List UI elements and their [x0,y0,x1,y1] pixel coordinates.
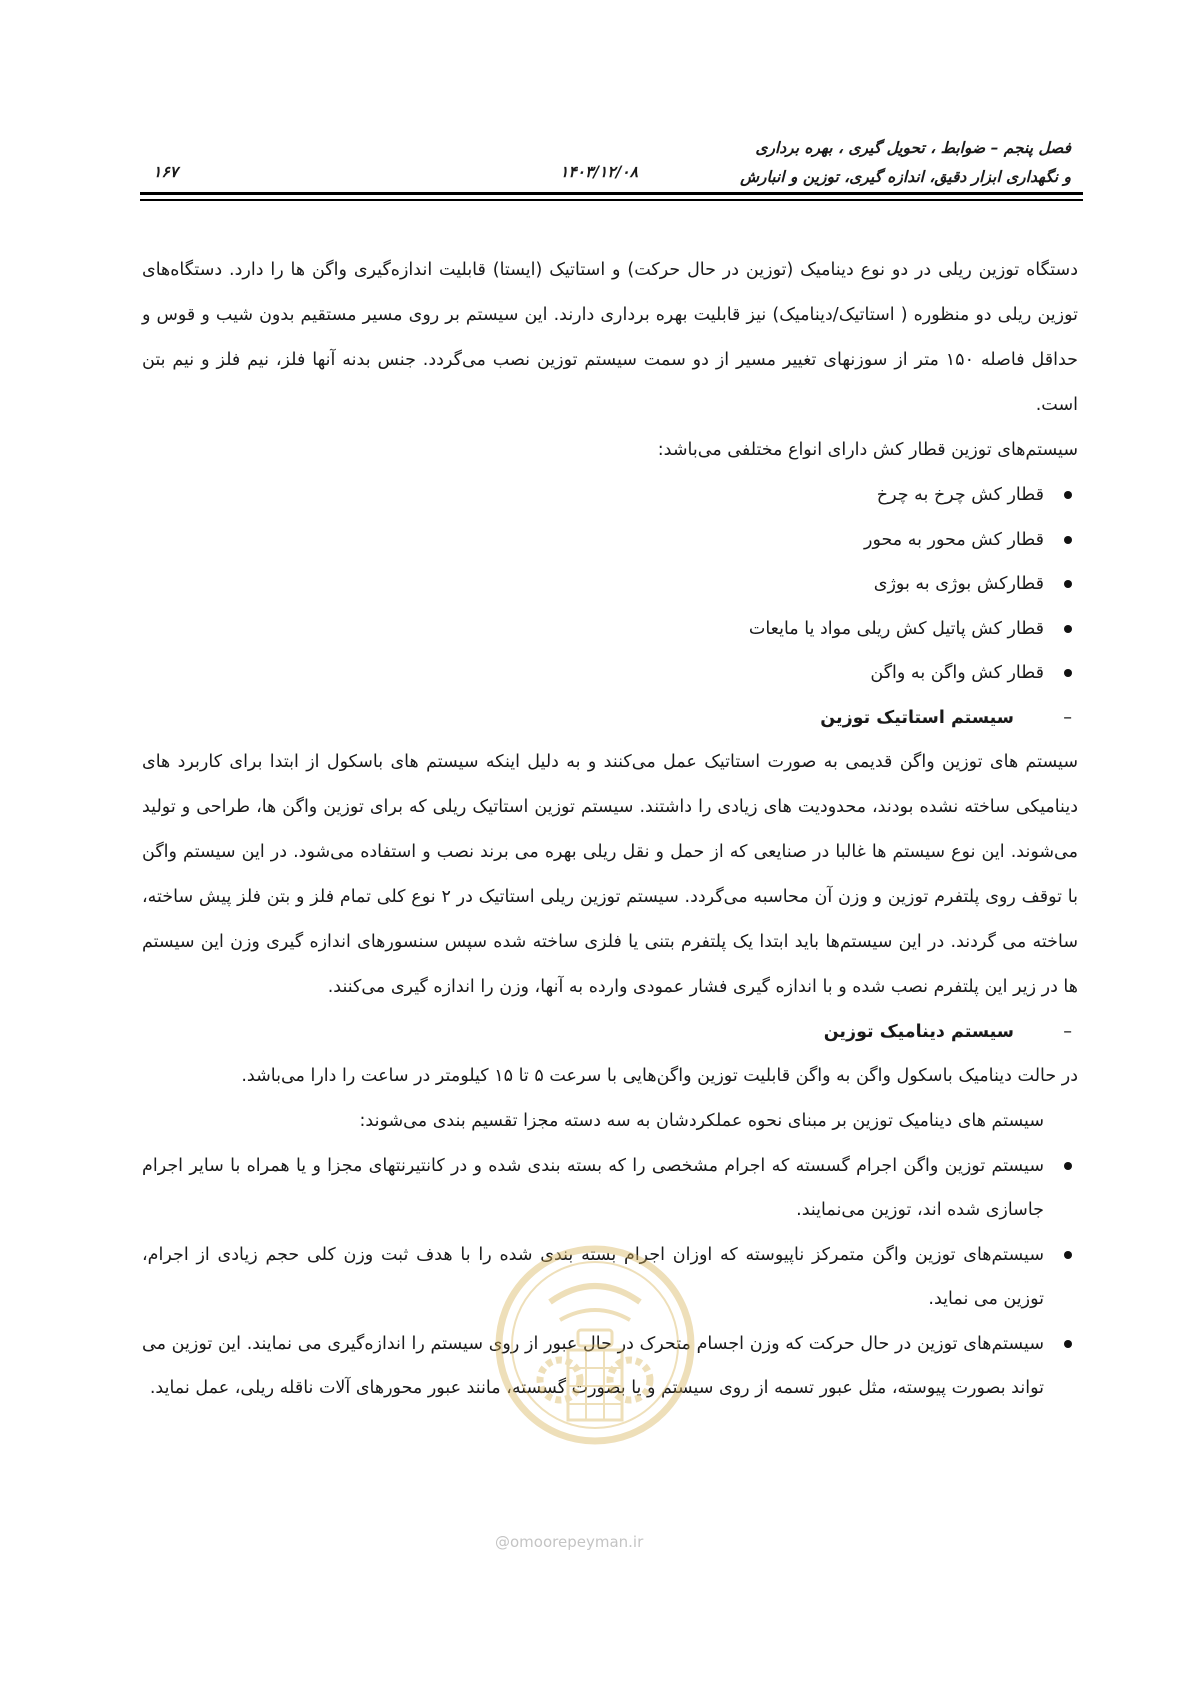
bullet-icon [1064,669,1072,677]
list-item [142,651,1078,696]
bullet-icon [1064,536,1072,544]
header-rule-thin [140,199,1083,201]
list-item [142,607,1078,652]
bullet-icon [1064,1162,1072,1170]
list-item [142,473,1078,518]
list-item [142,1233,1078,1322]
heading-text: سیستم استاتیک توزین [820,707,1014,728]
weighing-types-list [142,473,1078,696]
static-paragraph: سیستم های توزین واگن قدیمی به صورت استاتیک عمل می‌کنند و به دلیل اینکه سیستم های باسکول از ابتدا برای کاربرد های دینامیکی ساخته نشده بودند، محدودیت های زیادی را داشتند. سیستم توزین استاتیک ریلی که برای توزین واگن ها، طراحی و تولید می‌شوند. این نوع سیستم ها غالبا در صنایعی که از حمل و نقل ریلی بهره می برند نصب و استفاده می‌شود. در این سیستم واگن با توقف روی پلتفرم توزین و وزن آن محاسبه می‌گردد. سیستم توزین ریلی استاتیک در ۲ نوع کلی تمام فلز و بتن فلز پیش ساخته، ساخته می گردند. در این سیستم‌ها باید ابتدا یک پلتفرم بتنی یا فلزی ساخته شده سپس سنسورهای اندازه گیری وزن این سیستم ها در زیر این پلتفرم نصب شده و با اندازه گیری فشار عمودی وارده به آنها، وزن را اندازه گیری می‌کنند. [142,751,1078,997]
body-text [142,248,1078,1411]
list-item-text: قطار کش چرخ به چرخ [876,485,1044,505]
bullet-icon [1064,1251,1072,1259]
bullet-icon [1064,491,1072,499]
list-item-text: قطارکش بوژی به بوژی [873,574,1044,594]
intro-paragraph: دستگاه توزین ریلی در دو نوع دینامیک (توزین در حال حرکت) و استاتیک (ایستا) قابلیت اندازه‌گیری واگن ها را دارد. دستگاه‌های توزین ریلی دو منظوره ( استاتیک/دینامیک) نیز قابلیت بهره برداری دارند. این سیستم بر روی مسیر مستقیم بدون شیب و قوس و حداقل فاصله ۱۵۰ متر از سوزنهای تغییر مسیر از دو سمت سیستم توزین نصب می‌گردد. جنس بدنه آنها فلز، نیم فلز و نیم بتن است. [142,260,1078,415]
watermark-url-text: omoorepeyman.ir [510,1533,644,1551]
bullet-icon [1064,580,1072,588]
list-item-text: قطار کش واگن به واگن [870,663,1044,683]
list-item-text: قطار کش محور به محور [864,529,1044,550]
types-intro: سیستم‌های توزین قطار کش دارای انواع مختلفی می‌باشد: [657,440,1078,460]
dynamic-types-list [142,1144,1078,1411]
list-item [142,1144,1078,1233]
bullet-icon [1064,1340,1072,1348]
heading-dash: – [1063,707,1072,728]
list-item [142,562,1078,607]
chapter-title [651,133,1071,191]
at-icon: @ [495,1533,510,1551]
list-item [142,518,1078,563]
chapter-title-line1: فصل پنجم – ضوابط ، تحویل گیری ، بهره برداری [755,138,1071,157]
list-item-text: سیستم توزین واگن اجرام گسسته که اجرام مشخصی را که بسته بندی شده و در کانتیرنتهای مجزا و یا همراه با سایر اجرام جاسازی شده اند، توزین می‌نمایند. [142,1155,1044,1220]
heading-text: سیستم دینامیک توزین [823,1021,1014,1042]
heading-dash: – [1063,1021,1072,1042]
list-item [142,1322,1078,1411]
list-item-text: سیستم‌های توزین واگن متمرکز ناپیوسته که اوزان اجرام بسته بندی شده را با هدف ثبت وزن کلی حجم زیادی از اجرام، توزین می نماید. [142,1244,1044,1309]
header-date: ۱۴۰۳/۱۲/۰۸ [560,162,638,181]
dynamic-section-heading [142,1010,1078,1054]
header-rule-thick [140,192,1083,195]
dynamic-categories-intro: سیستم های دینامیک توزین بر مبنای نحوه عملکردشان به سه دسته مجزا تقسیم بندی می‌شوند: [359,1110,1044,1131]
chapter-title-line2: و نگهداری ابزار دقیق، اندازه گیری، توزین و انبارش [740,167,1071,186]
page-number: ۱۶۷ [153,162,178,181]
dynamic-paragraph: در حالت دینامیک باسکول واگن به واگن قابلیت توزین واگن‌هایی با سرعت ۵ تا ۱۵ کیلومتر در ساعت را دارا می‌باشد. [241,1065,1078,1086]
list-item-text: قطار کش پاتیل کش ریلی مواد یا مایعات [748,618,1044,639]
static-section-heading [142,696,1078,740]
watermark-url [495,1533,643,1551]
list-item-text: سیستم‌های توزین در حال حرکت که وزن اجسام متحرک در حال عبور از روی سیستم را اندازه‌گیری می نمایند. این توزین می تواند بصورت پیوسته، مثل عبور تسمه از روی سیستم و یا بصورت گسسته، مانند عبور محورهای آلات ناقله ریلی، عمل نماید. [142,1333,1044,1398]
bullet-icon [1064,625,1072,633]
